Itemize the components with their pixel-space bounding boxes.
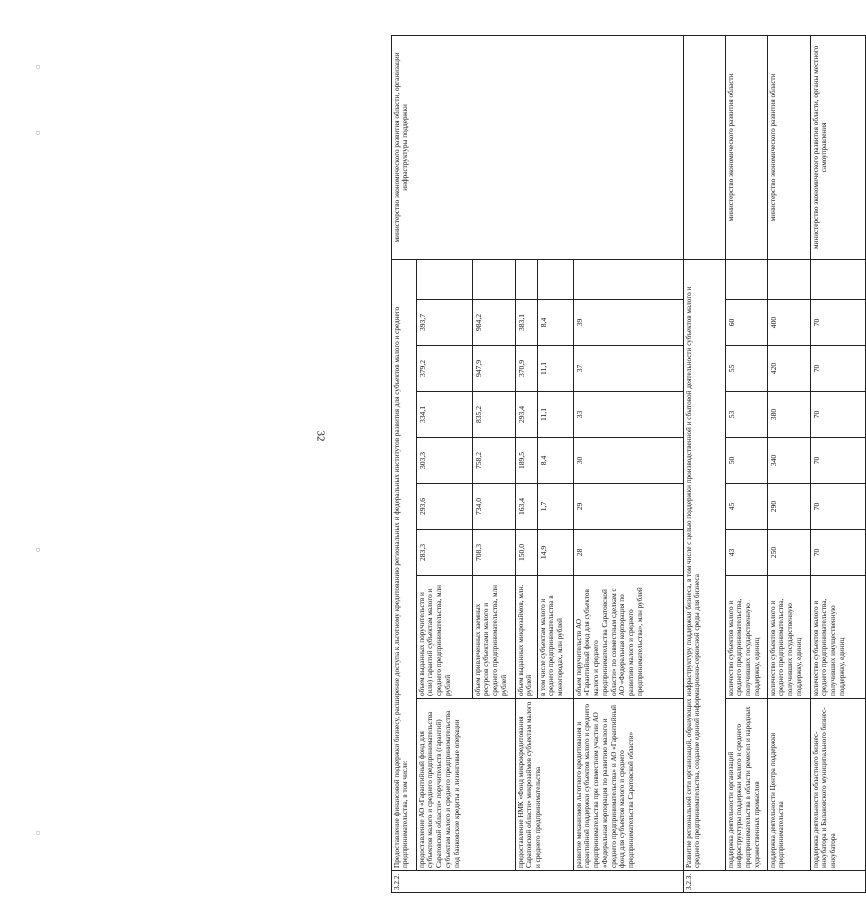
binding-holes — [0, 0, 60, 905]
value-cell: 70 — [811, 438, 866, 484]
value-cell: 734,0 — [473, 484, 516, 530]
binding-hole-mark: ○ — [33, 130, 44, 136]
value-cell: 708,3 — [473, 530, 516, 576]
value-cell: 11,1 — [538, 346, 574, 392]
value-cell: 400 — [768, 300, 811, 346]
indicator-cell: в том числе субъектам малого и среднего предпринимательства в моногородах, млн рублей — [538, 576, 574, 699]
empty-cell — [473, 259, 516, 299]
responsible-executor: министерство экономического развития области, органы местного самоуправления — [811, 35, 866, 259]
binding-hole-mark: ○ — [33, 64, 44, 70]
value-cell: 380 — [768, 392, 811, 438]
responsible-executor: министерство экономического развития области — [768, 35, 811, 259]
indicator-cell: количество субъектов малого и среднего предпринимательства, получивших имущественную поддержку, единиц — [811, 576, 866, 699]
measure-cell: развитие механизмов льготного кредитования и гарантийной поддержки субъектов малого и среднего предпринимательства при совместном участии АО «Федеральная корпорация по развитию малого и среднего предпринимательства» и АО «Гарантийный фонд для субъектов малого и среднего предпринимательства Саратовской области» — [574, 699, 684, 871]
value-cell: 8,4 — [538, 438, 574, 484]
value-cell: 37 — [574, 346, 684, 392]
table-row — [768, 35, 811, 892]
value-cell: 835,2 — [473, 392, 516, 438]
value-cell: 70 — [811, 346, 866, 392]
value-cell: 70 — [811, 392, 866, 438]
value-cell: 60 — [726, 300, 768, 346]
indicator-cell: количество субъектов малого и среднего предпринимательства, получивших государственную поддержку, единиц — [726, 576, 768, 699]
empty-cell — [684, 35, 726, 259]
value-cell: 370,9 — [516, 346, 538, 392]
value-cell: 293,6 — [417, 484, 473, 530]
measures-table — [391, 35, 866, 893]
value-cell: 250 — [768, 530, 811, 576]
value-cell: 14,9 — [538, 530, 574, 576]
section-number: 3.2.3. — [684, 871, 866, 893]
value-cell: 55 — [726, 346, 768, 392]
responsible-executor: министерство экономического развития области — [726, 35, 768, 259]
value-cell: 8,4 — [538, 300, 574, 346]
value-cell: 163,4 — [516, 484, 538, 530]
table-row — [392, 35, 417, 892]
indicator-cell: объем выданных поручительств и (или) гарантий субъектам малого и среднего предпринимательства, млн рублей — [417, 576, 473, 699]
value-cell: 11,1 — [538, 392, 574, 438]
value-cell: 383,1 — [516, 300, 538, 346]
page-number: 32 — [314, 430, 326, 442]
value-cell: 379,2 — [417, 346, 473, 392]
table-row — [684, 35, 726, 892]
value-cell: 758,2 — [473, 438, 516, 484]
section-number: 3.2.2. — [392, 871, 684, 893]
value-cell: 1,7 — [538, 484, 574, 530]
value-cell: 70 — [811, 530, 866, 576]
empty-cell — [768, 259, 811, 299]
value-cell: 293,4 — [516, 392, 538, 438]
indicator-cell: объем выданных микрозаймов, млн. рублей — [516, 576, 538, 699]
section-title: Предоставление финансовой поддержки бизнесу, расширение доступа к льготному кредитованию региональных и федеральных институтов развития для субъектов малого и среднего предпринимательства, в том числе: — [392, 259, 417, 870]
value-cell: 33 — [574, 392, 684, 438]
value-cell: 70 — [811, 300, 866, 346]
value-cell: 947,9 — [473, 346, 516, 392]
binding-hole-mark: ○ — [33, 830, 44, 836]
value-cell: 39 — [574, 300, 684, 346]
value-cell: 420 — [768, 346, 811, 392]
value-cell: 50 — [726, 438, 768, 484]
value-cell: 290 — [768, 484, 811, 530]
indicator-cell: количество субъектов малого и среднего предпринимательства, получивших государственную поддержку, единиц — [768, 576, 811, 699]
value-cell: 43 — [726, 530, 768, 576]
responsible-executor: министерство экономического развития области, организации инфраструктуры поддержки — [392, 35, 684, 259]
value-cell: 283,3 — [417, 530, 473, 576]
value-cell: 340 — [768, 438, 811, 484]
empty-cell — [417, 259, 473, 299]
value-cell: 393,7 — [417, 300, 473, 346]
value-cell: 28 — [574, 530, 684, 576]
value-cell: 45 — [726, 484, 768, 530]
binding-hole-mark: ○ — [33, 547, 44, 553]
indicator-cell: объем привлеченных заемных ресурсов субъектами малого и среднего предпринимательства, млн рублей — [473, 576, 516, 699]
empty-cell — [574, 259, 684, 299]
empty-cell — [538, 259, 574, 299]
empty-cell — [516, 259, 538, 299]
measure-cell: предоставление НМК «Фонд микрокредитования Саратовской области» микрозаймов субъектам малого и среднего предпринимательства — [516, 699, 574, 871]
measure-cell: поддержка деятельности организаций инфраструктуры поддержки малого и среднего предпринимательства в области ремесел и народных художественных промыслов — [726, 699, 768, 871]
empty-cell — [726, 259, 768, 299]
measure-cell: поддержка деятельности областного бизнес-инкубатора и Балаковского муниципального бизнес-инкубатора — [811, 699, 866, 871]
value-cell: 53 — [726, 392, 768, 438]
value-cell: 30 — [574, 438, 684, 484]
table-row — [726, 35, 768, 892]
value-cell: 70 — [811, 484, 866, 530]
value-cell: 984,2 — [473, 300, 516, 346]
value-cell: 29 — [574, 484, 684, 530]
value-cell: 334,1 — [417, 392, 473, 438]
section-title: Развитие региональной сети организаций, образующих инфраструктуру поддержки бизнеса, в том числе с целью поддержки производственной и сбытовой деятельности субъектов малого и среднего предпринимательства, создание единой информационно-сервисной среды для бизнеса — [684, 259, 726, 870]
measure-cell: предоставление АО «Гарантийный фонд для субъектов малого и среднего предпринимательства Саратовской области» поручительств (гарантий) субъектам малого и среднего предпринимательства под банковские кредиты и лизинговые операции — [417, 699, 516, 871]
table-row — [811, 35, 866, 892]
value-cell: 150,0 — [516, 530, 538, 576]
value-cell: 189,5 — [516, 438, 538, 484]
measure-cell: поддержка деятельности Центра поддержки предпринимательства — [768, 699, 811, 871]
rotated-table-wrapper — [391, 36, 846, 893]
empty-cell — [811, 259, 866, 299]
indicator-cell: объем поручительств АО «Гарантийный фонд для субъектов малого и среднего предпринимательства Саратовской области» по совместным сделкам с АО «Федеральная корпорация по развитию малого и среднего предпринимательства», млн рублей — [574, 576, 684, 699]
value-cell: 303,3 — [417, 438, 473, 484]
